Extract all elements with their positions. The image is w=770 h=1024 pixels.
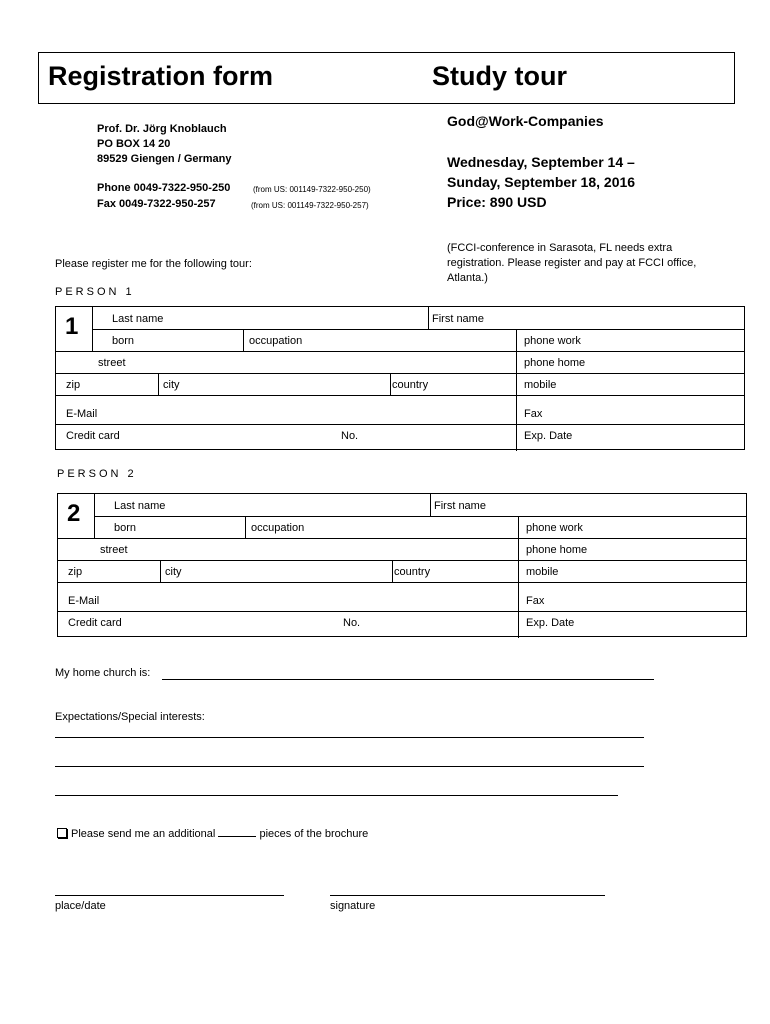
tour-title: Study tour — [432, 61, 567, 91]
person-1-label: PERSON 1 — [55, 286, 135, 298]
tour-date-line1: Wednesday, September 14 – — [447, 154, 635, 170]
brochure-request — [57, 827, 368, 840]
fax-field[interactable]: Fax — [524, 408, 543, 420]
form-title: Registration form — [48, 61, 274, 91]
tour-note-line3: Atlanta.) — [447, 272, 488, 284]
exp-date-field[interactable]: Exp. Date — [526, 617, 575, 629]
zip-field[interactable]: zip — [66, 379, 81, 391]
mobile-field[interactable]: mobile — [524, 379, 557, 391]
signature-line[interactable] — [330, 895, 605, 896]
tour-org: God@Work-Companies — [447, 113, 604, 129]
phone-work-field[interactable]: phone work — [524, 335, 581, 347]
first-name-field[interactable]: First name — [434, 500, 486, 512]
credit-card-field[interactable]: Credit card — [66, 430, 120, 442]
intro-text: Please register me for the following tour: — [55, 258, 252, 270]
tour-note-line1: (FCCI-conference in Sarasota, FL needs extra — [447, 242, 673, 254]
person-2-number: 2 — [67, 500, 81, 527]
tour-note-line2: registration. Please register and pay at FCCI office, — [447, 257, 697, 269]
last-name-field[interactable]: Last name — [112, 313, 164, 325]
tour-price: Price: 890 USD — [447, 194, 547, 210]
mobile-field[interactable]: mobile — [526, 566, 559, 578]
credit-card-field[interactable]: Credit card — [68, 617, 122, 629]
contact-phone-us: (from US: 001149-7322-950-250) — [253, 185, 371, 194]
person-2-label: PERSON 2 — [57, 468, 137, 480]
brochure-text-before: Please send me an additional — [71, 828, 216, 840]
place-date-line[interactable] — [55, 895, 284, 896]
brochure-count-line[interactable] — [218, 827, 256, 837]
email-field[interactable]: E-Mail — [66, 408, 98, 420]
first-name-field[interactable]: First name — [432, 313, 484, 325]
phone-work-field[interactable]: phone work — [526, 522, 583, 534]
phone-home-field[interactable]: phone home — [524, 357, 586, 369]
city-field[interactable]: city — [163, 379, 180, 391]
occupation-field[interactable]: occupation — [251, 522, 305, 534]
expectations-line-2[interactable] — [55, 766, 644, 767]
born-field[interactable]: born — [114, 522, 137, 534]
person-1-form — [55, 306, 745, 450]
church-label: My home church is: — [55, 667, 151, 679]
country-field[interactable]: country — [392, 379, 429, 391]
born-field[interactable]: born — [112, 335, 135, 347]
exp-date-field[interactable]: Exp. Date — [524, 430, 573, 442]
contact-phone: Phone 0049-7322-950-250 — [97, 182, 231, 194]
church-input-line[interactable] — [162, 679, 654, 680]
tour-date-line2: Sunday, September 18, 2016 — [447, 174, 636, 190]
card-number-field[interactable]: No. — [343, 617, 361, 629]
email-field[interactable]: E-Mail — [68, 595, 100, 607]
brochure-text-after: pieces of the brochure — [259, 828, 369, 840]
expectations-line-3[interactable] — [55, 795, 618, 796]
last-name-field[interactable]: Last name — [114, 500, 166, 512]
city-field[interactable]: city — [165, 566, 182, 578]
person-1-number: 1 — [65, 313, 79, 340]
contact-fax-us: (from US: 001149-7322-950-257) — [251, 201, 369, 210]
zip-field[interactable]: zip — [68, 566, 83, 578]
street-field[interactable]: street — [100, 544, 128, 556]
street-field[interactable]: street — [98, 357, 126, 369]
signature-label: signature — [330, 900, 376, 912]
place-date-label: place/date — [55, 900, 106, 912]
contact-city: 89529 Giengen / Germany — [97, 153, 232, 165]
contact-name: Prof. Dr. Jörg Knoblauch — [97, 123, 227, 135]
country-field[interactable]: country — [394, 566, 431, 578]
contact-fax: Fax 0049-7322-950-257 — [97, 198, 216, 210]
expectations-line-1[interactable] — [55, 737, 644, 738]
expectations-label: Expectations/Special interests: — [55, 711, 205, 723]
card-number-field[interactable]: No. — [341, 430, 359, 442]
phone-home-field[interactable]: phone home — [526, 544, 588, 556]
fax-field[interactable]: Fax — [526, 595, 545, 607]
occupation-field[interactable]: occupation — [249, 335, 303, 347]
person-2-form — [57, 493, 747, 637]
contact-po-box: PO BOX 14 20 — [97, 138, 171, 150]
brochure-checkbox[interactable] — [57, 828, 67, 838]
